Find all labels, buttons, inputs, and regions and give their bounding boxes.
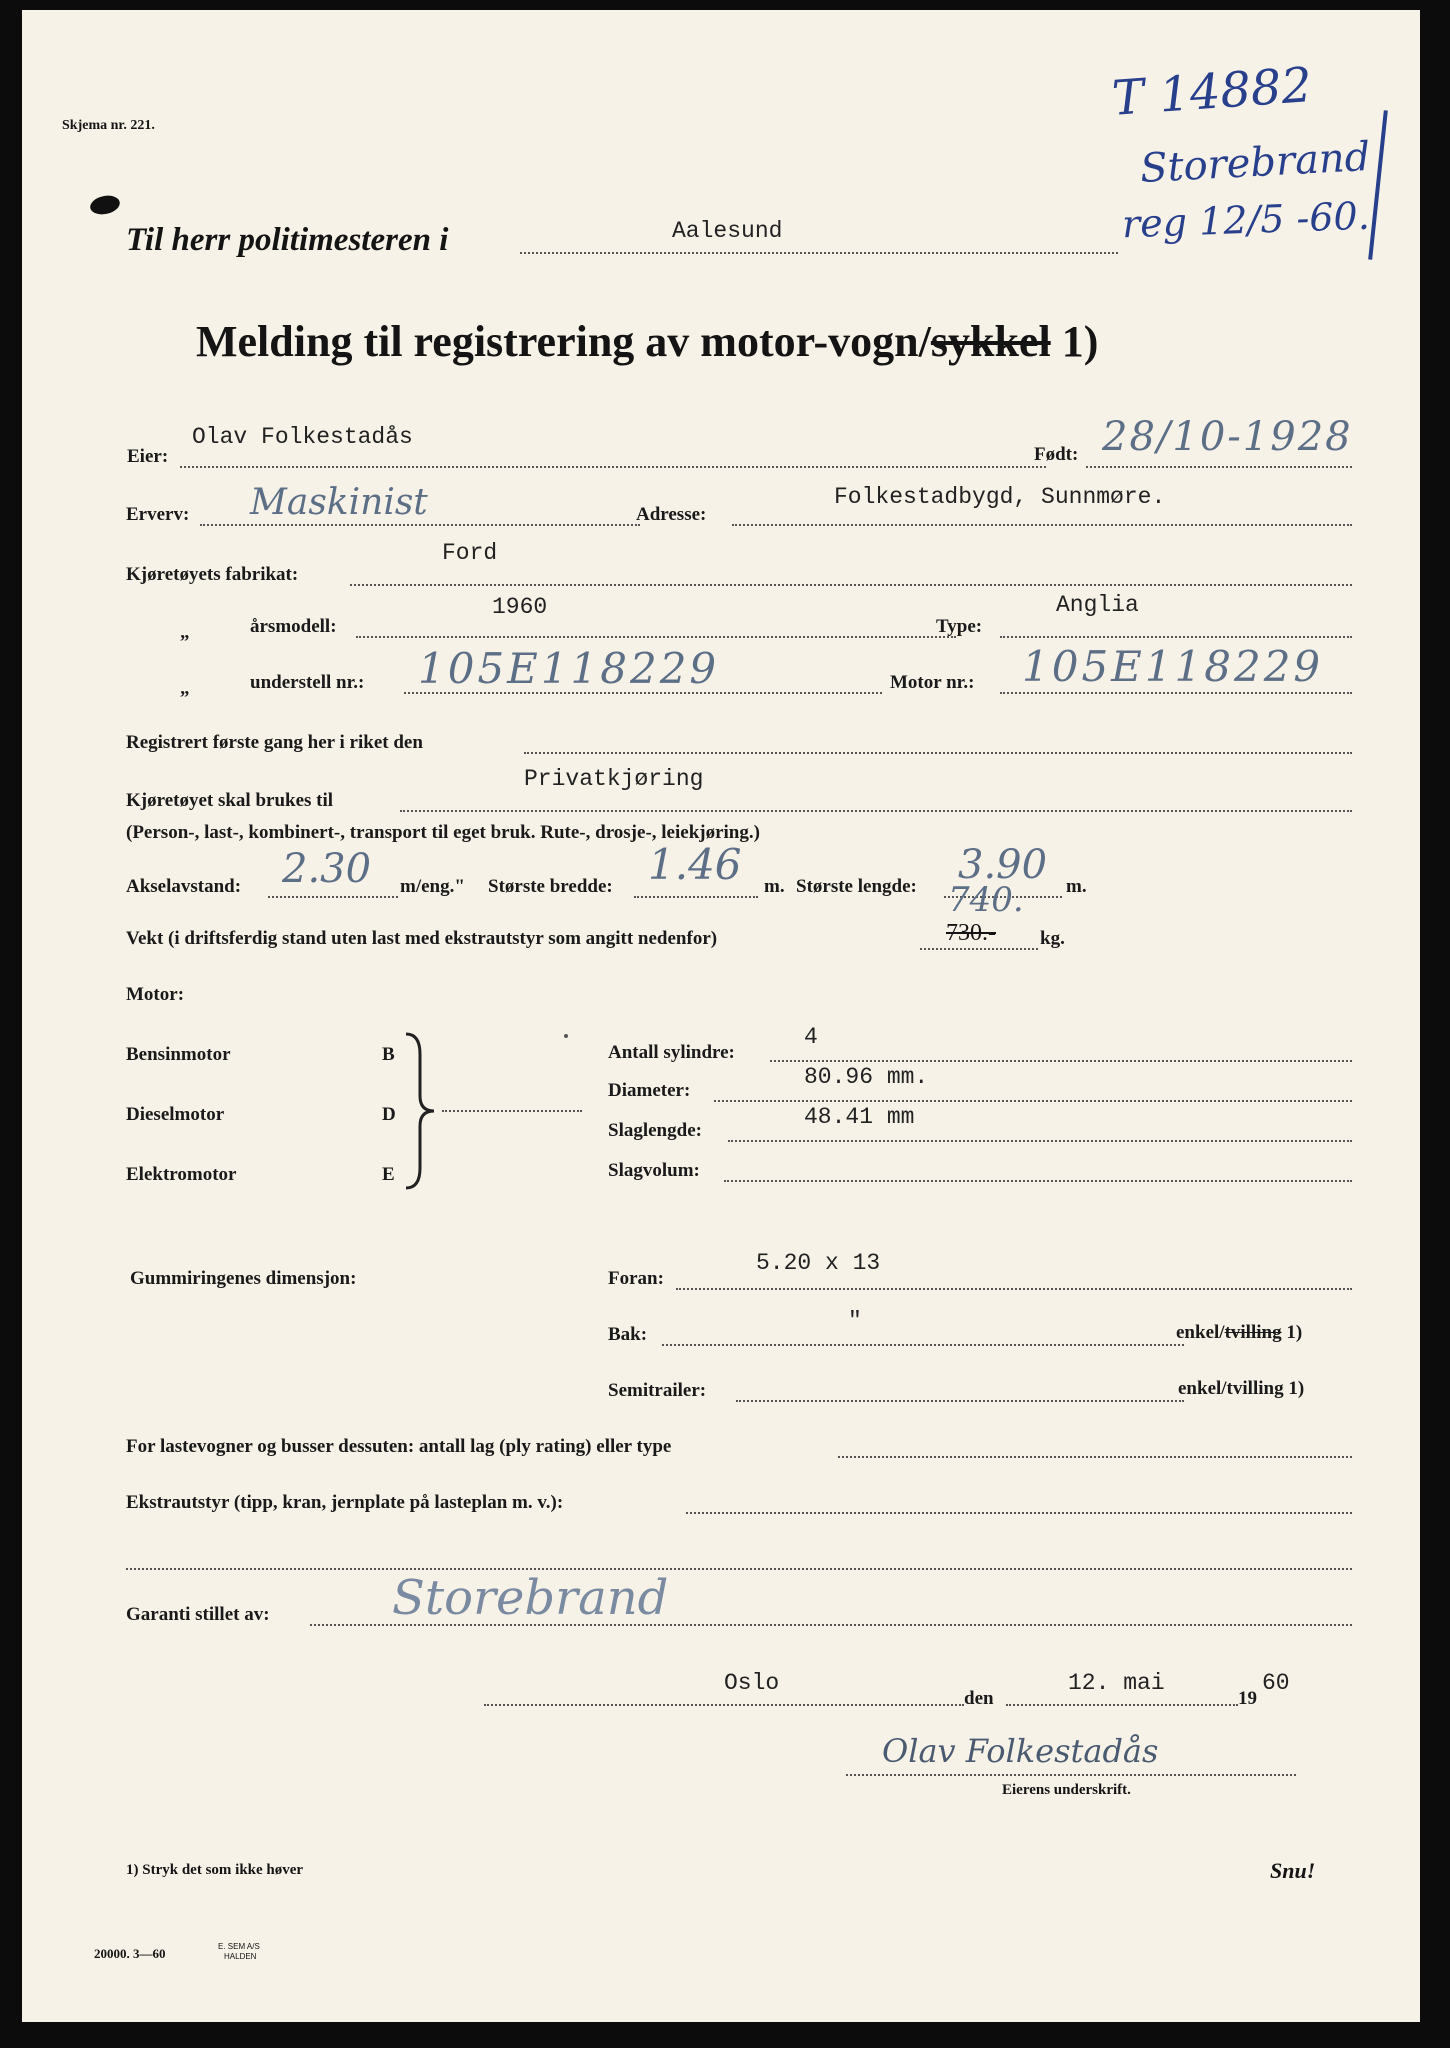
fodt-value: 28/10-1928 (1102, 414, 1353, 460)
semi-line (736, 1400, 1184, 1402)
bak-suffix: enkel/tvilling 1) (1176, 1322, 1303, 1343)
slaglengde-label: Slaglengde: (608, 1120, 702, 1141)
bredde-value: 1.46 (648, 840, 742, 889)
understell-label: understell nr.: (250, 672, 365, 693)
dieselmotor-code: D (382, 1104, 396, 1125)
foran-value: 5.20 x 13 (756, 1250, 881, 1276)
understell-value: 105E118229 (418, 644, 720, 693)
brukes-label: Kjøretøyet skal brukes til (126, 790, 334, 811)
fodt-line (1086, 466, 1352, 468)
snu-label: Snu! (1270, 1858, 1316, 1883)
brukes-line (400, 810, 1352, 812)
akselavstand-label: Akselavstand: (126, 876, 242, 897)
diameter-label: Diameter: (608, 1080, 691, 1101)
erverv-value: Maskinist (250, 482, 428, 523)
erverv-line (200, 524, 640, 526)
schema-number: Skjema nr. 221. (62, 118, 155, 133)
date-line (1006, 1704, 1238, 1706)
garanti-label: Garanti stillet av: (126, 1604, 270, 1625)
dieselmotor-label: Dieselmotor (126, 1104, 225, 1125)
slagvolum-label: Slagvolum: (608, 1160, 700, 1181)
ekstrautstyr-label: Ekstrautstyr (tipp, kran, jernplate på lasteplan m. v.): (126, 1492, 564, 1513)
foran-label: Foran: (608, 1268, 664, 1289)
diameter-line (714, 1100, 1352, 1102)
foran-line (676, 1288, 1352, 1290)
tires-label: Gummiringenes dimensjon: (130, 1268, 357, 1289)
bak-line (662, 1344, 1184, 1346)
fabrikat-label: Kjøretøyets fabrikat: (126, 564, 299, 585)
motor-nr-value: 105E118229 (1022, 642, 1324, 691)
vekt-line (920, 948, 1038, 950)
arsmodell-value: 1960 (492, 594, 548, 620)
slaglengde-value: 48.41 mm (804, 1104, 915, 1130)
bensinmotor-label: Bensinmotor (126, 1044, 231, 1065)
signature-label: Eierens underskrift. (1002, 1782, 1131, 1798)
elektromotor-label: Elektromotor (126, 1164, 237, 1185)
eier-value: Olav Folkestadås (192, 424, 413, 450)
bredde-line (634, 896, 758, 898)
sylindre-line (770, 1060, 1352, 1062)
adresse-line (732, 524, 1352, 526)
addressee-line (520, 252, 1118, 254)
signature-value: Olav Folkestadås (882, 1732, 1159, 1770)
reg-company: Storebrand (1138, 134, 1372, 192)
akselavstand-value: 2.30 (282, 846, 372, 892)
type-value: Anglia (1056, 592, 1139, 618)
arsmodell-label: årsmodell: (250, 616, 337, 637)
type-line (1000, 636, 1352, 638)
fabrikat-value: Ford (442, 540, 498, 566)
erverv-label: Erverv: (126, 504, 190, 525)
printer-name: E. SEM A/S (218, 1942, 260, 1951)
elektromotor-code: E (382, 1164, 395, 1185)
reg-number: T 14882 (1110, 57, 1314, 127)
reg-date: reg 12/5 -60. (1121, 193, 1371, 247)
footnote: 1) Stryk det som ikke høver (126, 1862, 304, 1878)
fodt-label: Født: (1034, 444, 1079, 465)
motor-brace (402, 1030, 442, 1192)
place-line (484, 1704, 964, 1706)
vekt-struck-value: 730.- (946, 920, 996, 946)
bredde-label: Største bredde: (488, 876, 613, 897)
date-value: 12. mai (1068, 1670, 1165, 1696)
slagvolum-line (724, 1180, 1352, 1182)
year-prefix: 19 (1238, 1688, 1257, 1709)
adresse-label: Adresse: (636, 504, 707, 525)
ditto-mark: „ (180, 622, 190, 643)
motor-nr-label: Motor nr.: (890, 672, 975, 693)
reg-bracket (1368, 110, 1388, 260)
sylindre-label: Antall sylindre: (608, 1042, 735, 1063)
ditto-mark-2: „ (180, 678, 190, 699)
fabrikat-line (350, 584, 1352, 586)
form-title: Melding til registrering av motor-vogn/sykkel 1) (196, 317, 1099, 366)
printer-city: HALDEN (224, 1952, 257, 1961)
vekt-unit: kg. (1040, 928, 1065, 949)
slaglengde-line (728, 1140, 1352, 1142)
motor-dot (564, 1034, 568, 1038)
lastevogner-line (838, 1456, 1352, 1458)
akselavstand-unit: m/eng." (400, 876, 465, 897)
adresse-value: Folkestadbygd, Sunnmøre. (834, 484, 1166, 510)
year-suffix: 60 (1262, 1670, 1290, 1696)
motor-heading: Motor: (126, 984, 185, 1005)
motor-brace-line (442, 1110, 582, 1112)
form-sheet (22, 10, 1420, 2022)
semi-label: Semitrailer: (608, 1380, 707, 1401)
akselavstand-line (268, 896, 398, 898)
brukes-value: Privatkjøring (524, 766, 704, 792)
bak-label: Bak: (608, 1324, 648, 1345)
brukes-note: (Person-, last-, kombinert-, transport til eget bruk. Rute-, drosje-, leiekjøring.) (126, 822, 760, 843)
ekstrautstyr-line (686, 1512, 1352, 1514)
diameter-value: 80.96 mm. (804, 1064, 929, 1090)
registrert-label: Registrert første gang her i riket den (126, 732, 423, 753)
sylindre-value: 4 (804, 1024, 818, 1050)
lengde-label: Største lengde: (796, 876, 917, 897)
registrert-line (524, 752, 1352, 754)
addressee-value: Aalesund (672, 218, 783, 244)
eier-label: Eier: (127, 446, 169, 467)
arsmodell-line (356, 636, 956, 638)
bak-value: " (848, 1308, 862, 1334)
garanti-value: Storebrand (392, 1570, 669, 1626)
bensinmotor-code: B (382, 1044, 395, 1065)
ekstrautstyr-line-2 (126, 1568, 1352, 1570)
motor-nr-line (1000, 692, 1352, 694)
signature-line (846, 1774, 1296, 1776)
eier-line (180, 466, 1046, 468)
lastevogner-label: For lastevogner og busser dessuten: antall lag (ply rating) eller type (126, 1436, 672, 1457)
vekt-label: Vekt (i driftsferdig stand uten last med ekstrautstyr som angitt nedenfor) (126, 928, 718, 949)
lengde-unit: m. (1066, 876, 1087, 897)
place-value: Oslo (724, 1670, 780, 1696)
type-label: Type: (936, 616, 983, 637)
bredde-unit: m. (764, 876, 785, 897)
lengde-value: 3.90 (958, 842, 1048, 888)
den-label: den (964, 1688, 994, 1709)
semi-suffix: enkel/tvilling 1) (1178, 1378, 1305, 1399)
vekt-value: 740. (948, 880, 1024, 920)
ink-blot (88, 193, 121, 217)
addressee-label: Til herr politimesteren i (126, 222, 449, 258)
printer-code: 20000. 3—60 (94, 1946, 166, 1961)
